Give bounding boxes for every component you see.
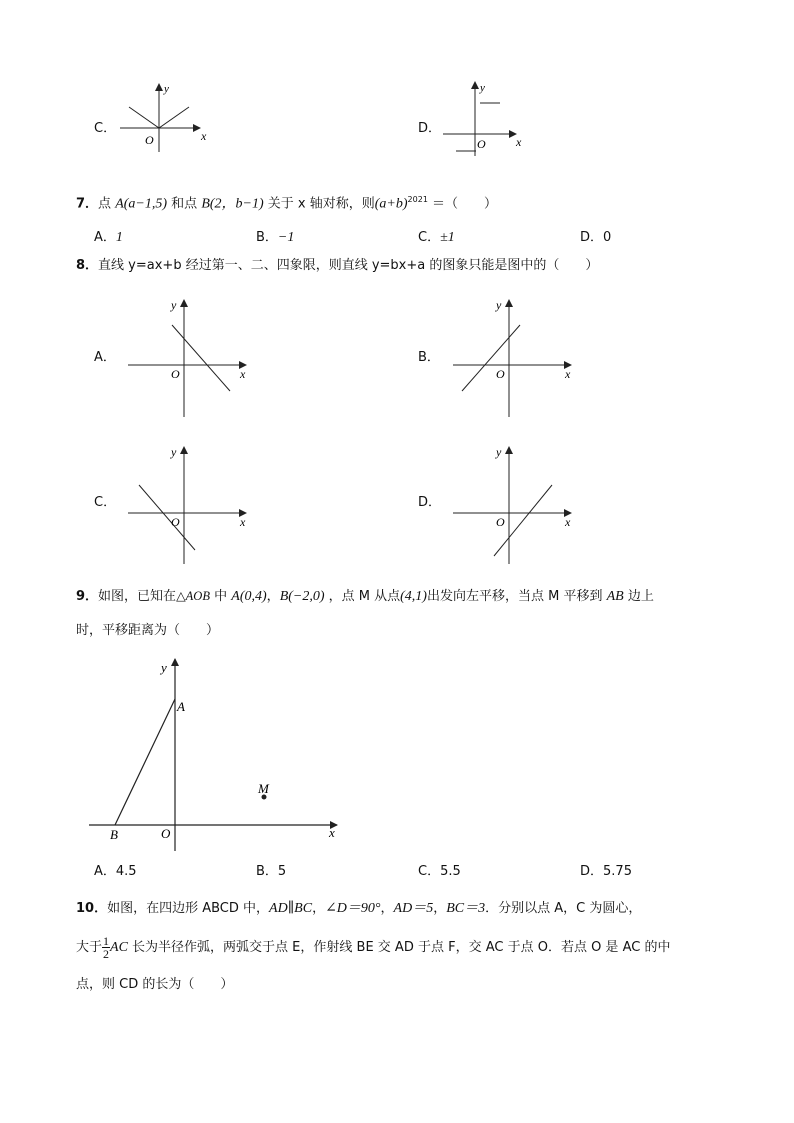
q8-option-d-label: D． — [418, 495, 442, 510]
q9-y-label: y — [161, 660, 167, 675]
q7-option-a-value: 1 — [115, 230, 123, 245]
q6c-origin-label: O — [145, 133, 154, 147]
q9-option-d-value: 5.75 — [603, 864, 632, 879]
q7-option-d-label: D． — [580, 230, 604, 245]
q8b-x-label: x — [565, 367, 571, 381]
q9-text-b: 中 — [214, 589, 228, 604]
q9-option-c — [418, 864, 461, 880]
q9-point-m: (4,1) — [400, 589, 427, 604]
q10-comma-3: ， — [433, 901, 447, 916]
q9-point-b: B(−2,0) — [279, 589, 325, 604]
q9-label-a: A — [177, 699, 185, 714]
q9-point-a: A(0,4) — [231, 589, 267, 604]
q7-option-d-value: 0 — [603, 230, 612, 245]
q9-sep: ， — [266, 589, 280, 604]
q8a-x-label: x — [240, 367, 246, 381]
q9-x-label: x — [329, 825, 335, 840]
q7-text-2: 和点 — [171, 196, 198, 212]
q9-label-b: B — [110, 827, 118, 842]
q9-option-a — [94, 864, 137, 880]
q10-comma-2: ， — [380, 901, 394, 916]
q6d-origin-label: O — [477, 137, 486, 151]
q10-ad: AD＝5 — [393, 901, 434, 916]
q9-option-a-label: A． — [94, 864, 116, 879]
q9-option-c-label: C． — [418, 864, 441, 879]
q10-stem-line2 — [76, 935, 670, 960]
q7-option-a — [94, 230, 123, 246]
q8d-origin-label: O — [496, 515, 505, 529]
q8c-x-label: x — [240, 515, 246, 529]
q9-text-c: ，点 M 从点 — [328, 589, 401, 604]
q8c-y-label: y — [171, 445, 177, 459]
q7-option-b-value: −1 — [277, 230, 295, 245]
q7-stem — [76, 192, 497, 212]
q9-stem-line2: 时，平移距离为（ ） — [76, 623, 220, 638]
q10-frac-num: 1 — [103, 934, 110, 948]
q8d-x-label: x — [565, 515, 571, 529]
q7-option-c — [418, 230, 455, 246]
q6-graph-c — [115, 80, 215, 155]
q7-text-1: 点 — [98, 196, 112, 212]
q10-text-c: 大于 — [76, 940, 103, 955]
q8-graph-a — [125, 296, 255, 421]
q9-option-c-value: 5.5 — [440, 864, 461, 879]
q8-option-c-label: C． — [94, 495, 117, 510]
q7-option-c-label: C． — [418, 230, 441, 245]
q8-graph-c — [125, 443, 255, 568]
q8d-y-label: y — [496, 445, 502, 459]
q6-option-d-label: D． — [418, 121, 442, 136]
q10-text-b: ．分别以点 A，C 为圆心， — [485, 901, 642, 916]
q7-option-b-label: B． — [256, 230, 278, 245]
q7-option-a-label: A． — [94, 230, 116, 245]
q8-option-a-label: A． — [94, 350, 116, 365]
q6d-x-label: x — [516, 135, 522, 149]
q10-stem-line1 — [76, 901, 641, 917]
q7-number: 7． — [76, 196, 99, 212]
q9-label-o: O — [161, 826, 171, 841]
q9-option-b-value: 5 — [277, 864, 287, 879]
q9-stem-line1 — [76, 588, 654, 605]
q7-text-4: ＝（ ） — [432, 196, 498, 212]
q10-comma-1: ， — [312, 901, 326, 916]
q10-number: 10． — [76, 901, 108, 916]
q6c-x-label: x — [201, 129, 207, 143]
q10-parallel: AD∥BC — [269, 901, 313, 916]
q9-option-b — [256, 864, 286, 880]
q7-option-d — [580, 230, 611, 246]
q8a-origin-label: O — [171, 367, 180, 381]
q8-stem — [76, 258, 598, 274]
q7-expression: (a+b) — [374, 196, 408, 212]
q9-option-a-value: 4.5 — [115, 864, 137, 879]
q7-point-b: B(2，b−1) — [201, 196, 264, 212]
q6-graph-d — [440, 78, 540, 158]
q8-option-b-label: B． — [418, 350, 440, 365]
q6d-y-label: y — [480, 82, 485, 94]
q10-text-a: 如图，在四边形 ABCD 中， — [107, 901, 270, 916]
q7-point-a: A(a−1,5) — [115, 196, 168, 212]
q8b-y-label: y — [496, 298, 502, 312]
q10-angle: ∠D＝90° — [325, 901, 381, 916]
q10-bc: BC＝3 — [446, 901, 486, 916]
q8-number: 8． — [76, 258, 99, 273]
q9-text-a: 如图，已知在 — [98, 589, 177, 604]
q8a-y-label: y — [171, 298, 177, 312]
q8b-origin-label: O — [496, 367, 505, 381]
q9-triangle: △AOB — [176, 589, 210, 603]
q10-text-d: 长为半径作弧，两弧交于点 E，作射线 BE 交 AD 于点 F，交 AC 于点 O．若点 O 是 AC 的中 — [132, 940, 671, 955]
q10-frac-den: 2 — [103, 947, 110, 961]
q7-exponent: 2021 — [407, 195, 428, 204]
q9-figure — [85, 655, 350, 855]
q6-option-c-label: C． — [94, 121, 117, 136]
q9-text-e: 边上 — [627, 589, 654, 604]
q7-option-c-value: ±1 — [440, 230, 455, 245]
q8-graph-d — [450, 443, 580, 568]
q9-option-d-label: D． — [580, 864, 604, 879]
q9-text-d: 出发向左平移，当点 M 平移到 — [426, 589, 603, 604]
q6c-y-label: y — [164, 83, 169, 95]
q9-option-b-label: B． — [256, 864, 278, 879]
q9-label-m: M — [258, 781, 269, 796]
q9-option-d — [580, 864, 632, 880]
q8-graph-b — [450, 296, 580, 421]
q10-fraction — [102, 935, 110, 960]
q9-number: 9． — [76, 589, 99, 604]
q9-segment: AB — [606, 589, 624, 604]
q7-option-b — [256, 230, 294, 246]
q8-text: 直线 y=ax+b 经过第一、二、四象限，则直线 y=bx+a 的图象只能是图中的（ ） — [98, 258, 599, 273]
q7-text-3: 关于 x 轴对称，则 — [267, 196, 375, 212]
q10-ac: AC — [110, 940, 128, 955]
q8c-origin-label: O — [171, 515, 180, 529]
q10-stem-line3: 点，则 CD 的长为（ ） — [76, 977, 234, 992]
